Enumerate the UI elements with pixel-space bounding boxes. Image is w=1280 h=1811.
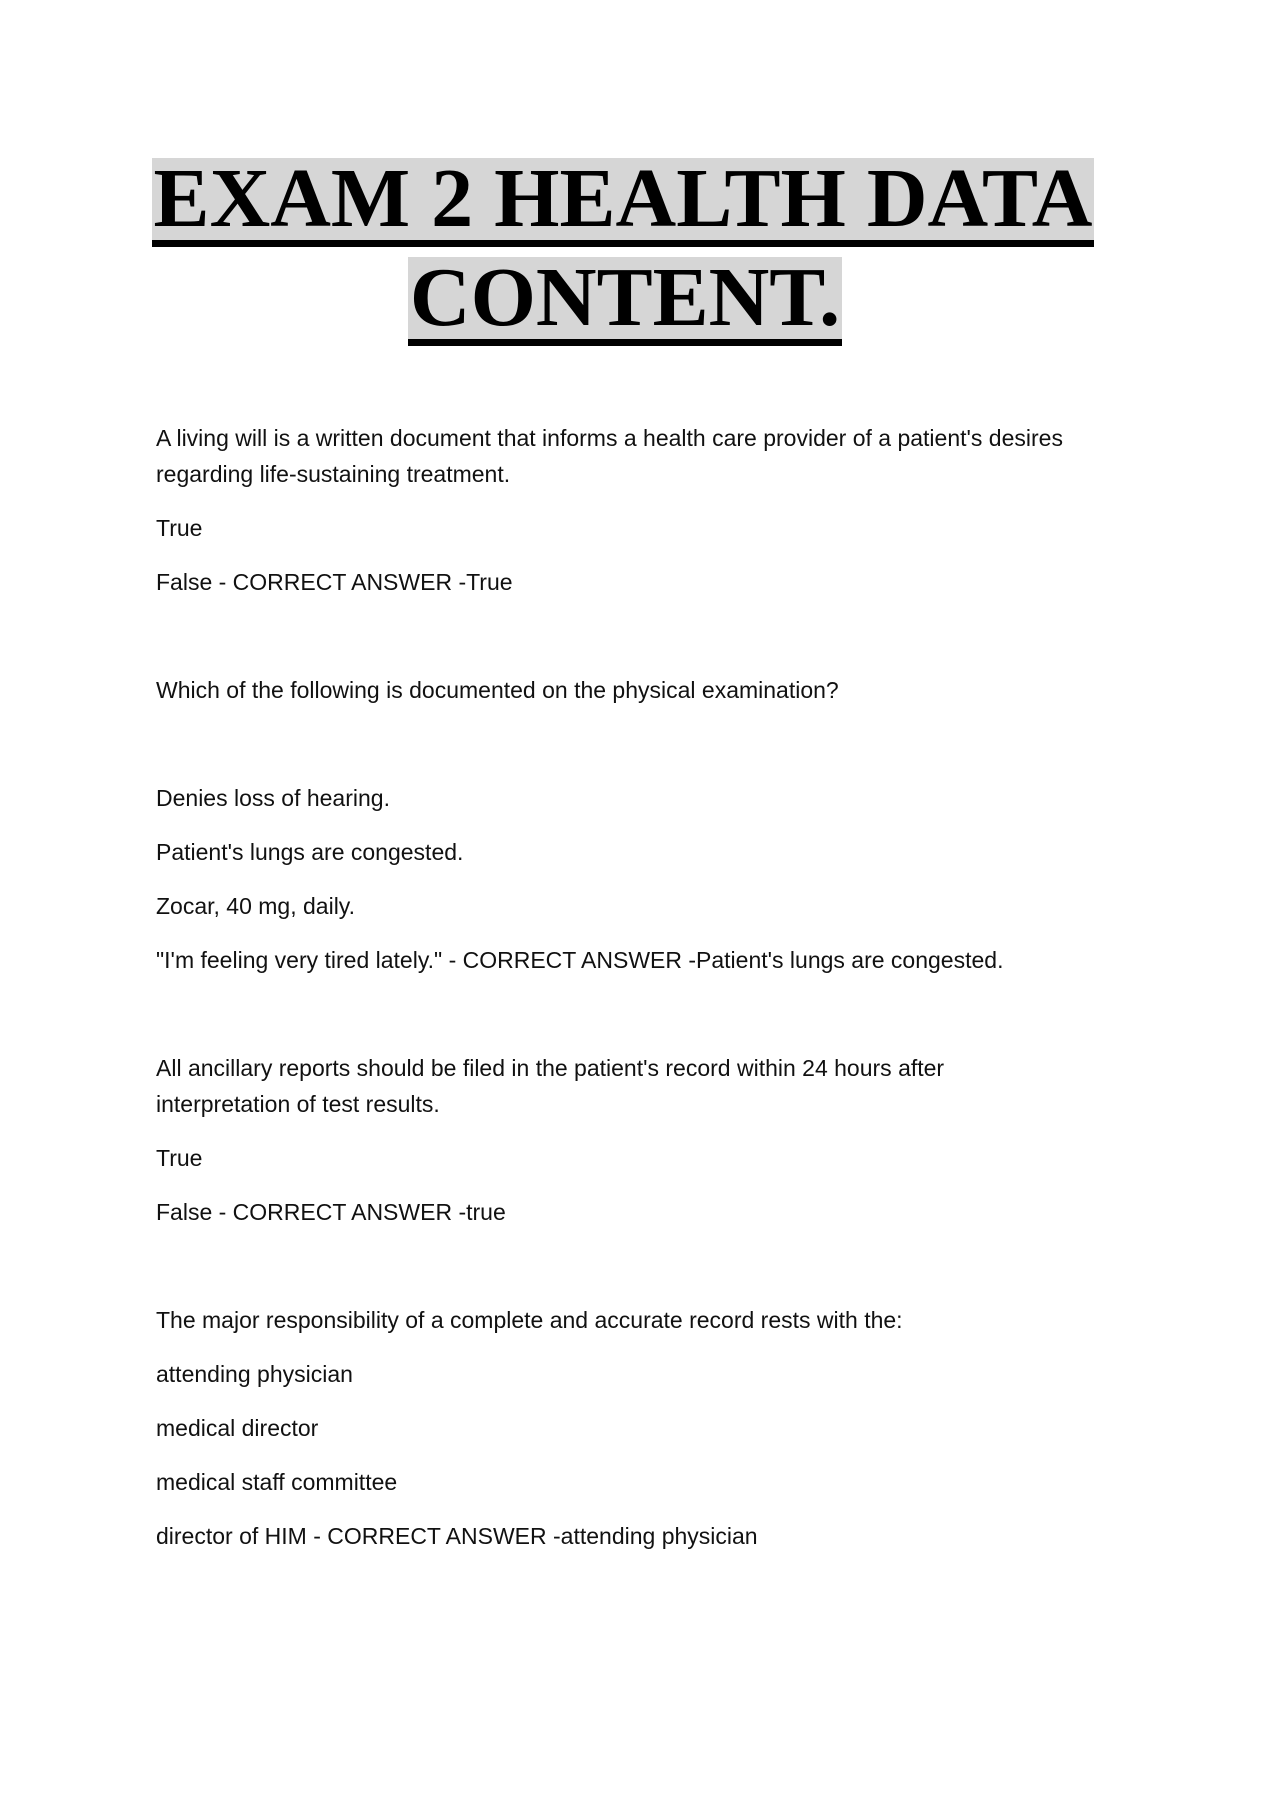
answer-option: False - CORRECT ANSWER -true [156, 1199, 506, 1225]
question-text: A living will is a written document that informs a health care provider of a patient's desires [156, 425, 1063, 451]
title-line-2: CONTENT. [409, 251, 841, 344]
answer-option: medical staff committee [156, 1469, 398, 1495]
answer-option: Denies loss of hearing. [156, 785, 390, 811]
document-title [0, 154, 1250, 352]
title-line-1: EXAM 2 HEALTH DATA [153, 152, 1093, 245]
answer-option: attending physician [156, 1361, 353, 1387]
answer-option: medical director [156, 1415, 319, 1441]
answer-option: director of HIM - CORRECT ANSWER -attending physician [156, 1523, 758, 1549]
question-text: regarding life-sustaining treatment. [156, 461, 511, 487]
answer-option: "I'm feeling very tired lately." - CORRECT ANSWER -Patient's lungs are congested. [156, 947, 1004, 973]
questions-list [156, 420, 1136, 1554]
question-text: The major responsibility of a complete and accurate record rests with the: [156, 1307, 903, 1333]
answer-option: False - CORRECT ANSWER -True [156, 569, 513, 595]
answer-option: Patient's lungs are congested. [156, 839, 464, 865]
answer-option: True [156, 1145, 203, 1171]
answer-option: True [156, 515, 203, 541]
question-text: All ancillary reports should be filed in the patient's record within 24 hours after [156, 1055, 945, 1081]
question-block-3 [156, 1050, 1136, 1230]
question-block-4 [156, 1302, 1136, 1554]
question-text: interpretation of test results. [156, 1091, 440, 1117]
answer-option: Zocar, 40 mg, daily. [156, 893, 355, 919]
question-text: Which of the following is documented on the physical examination? [156, 677, 839, 703]
question-block-1 [156, 420, 1136, 600]
question-block-2 [156, 672, 1136, 978]
